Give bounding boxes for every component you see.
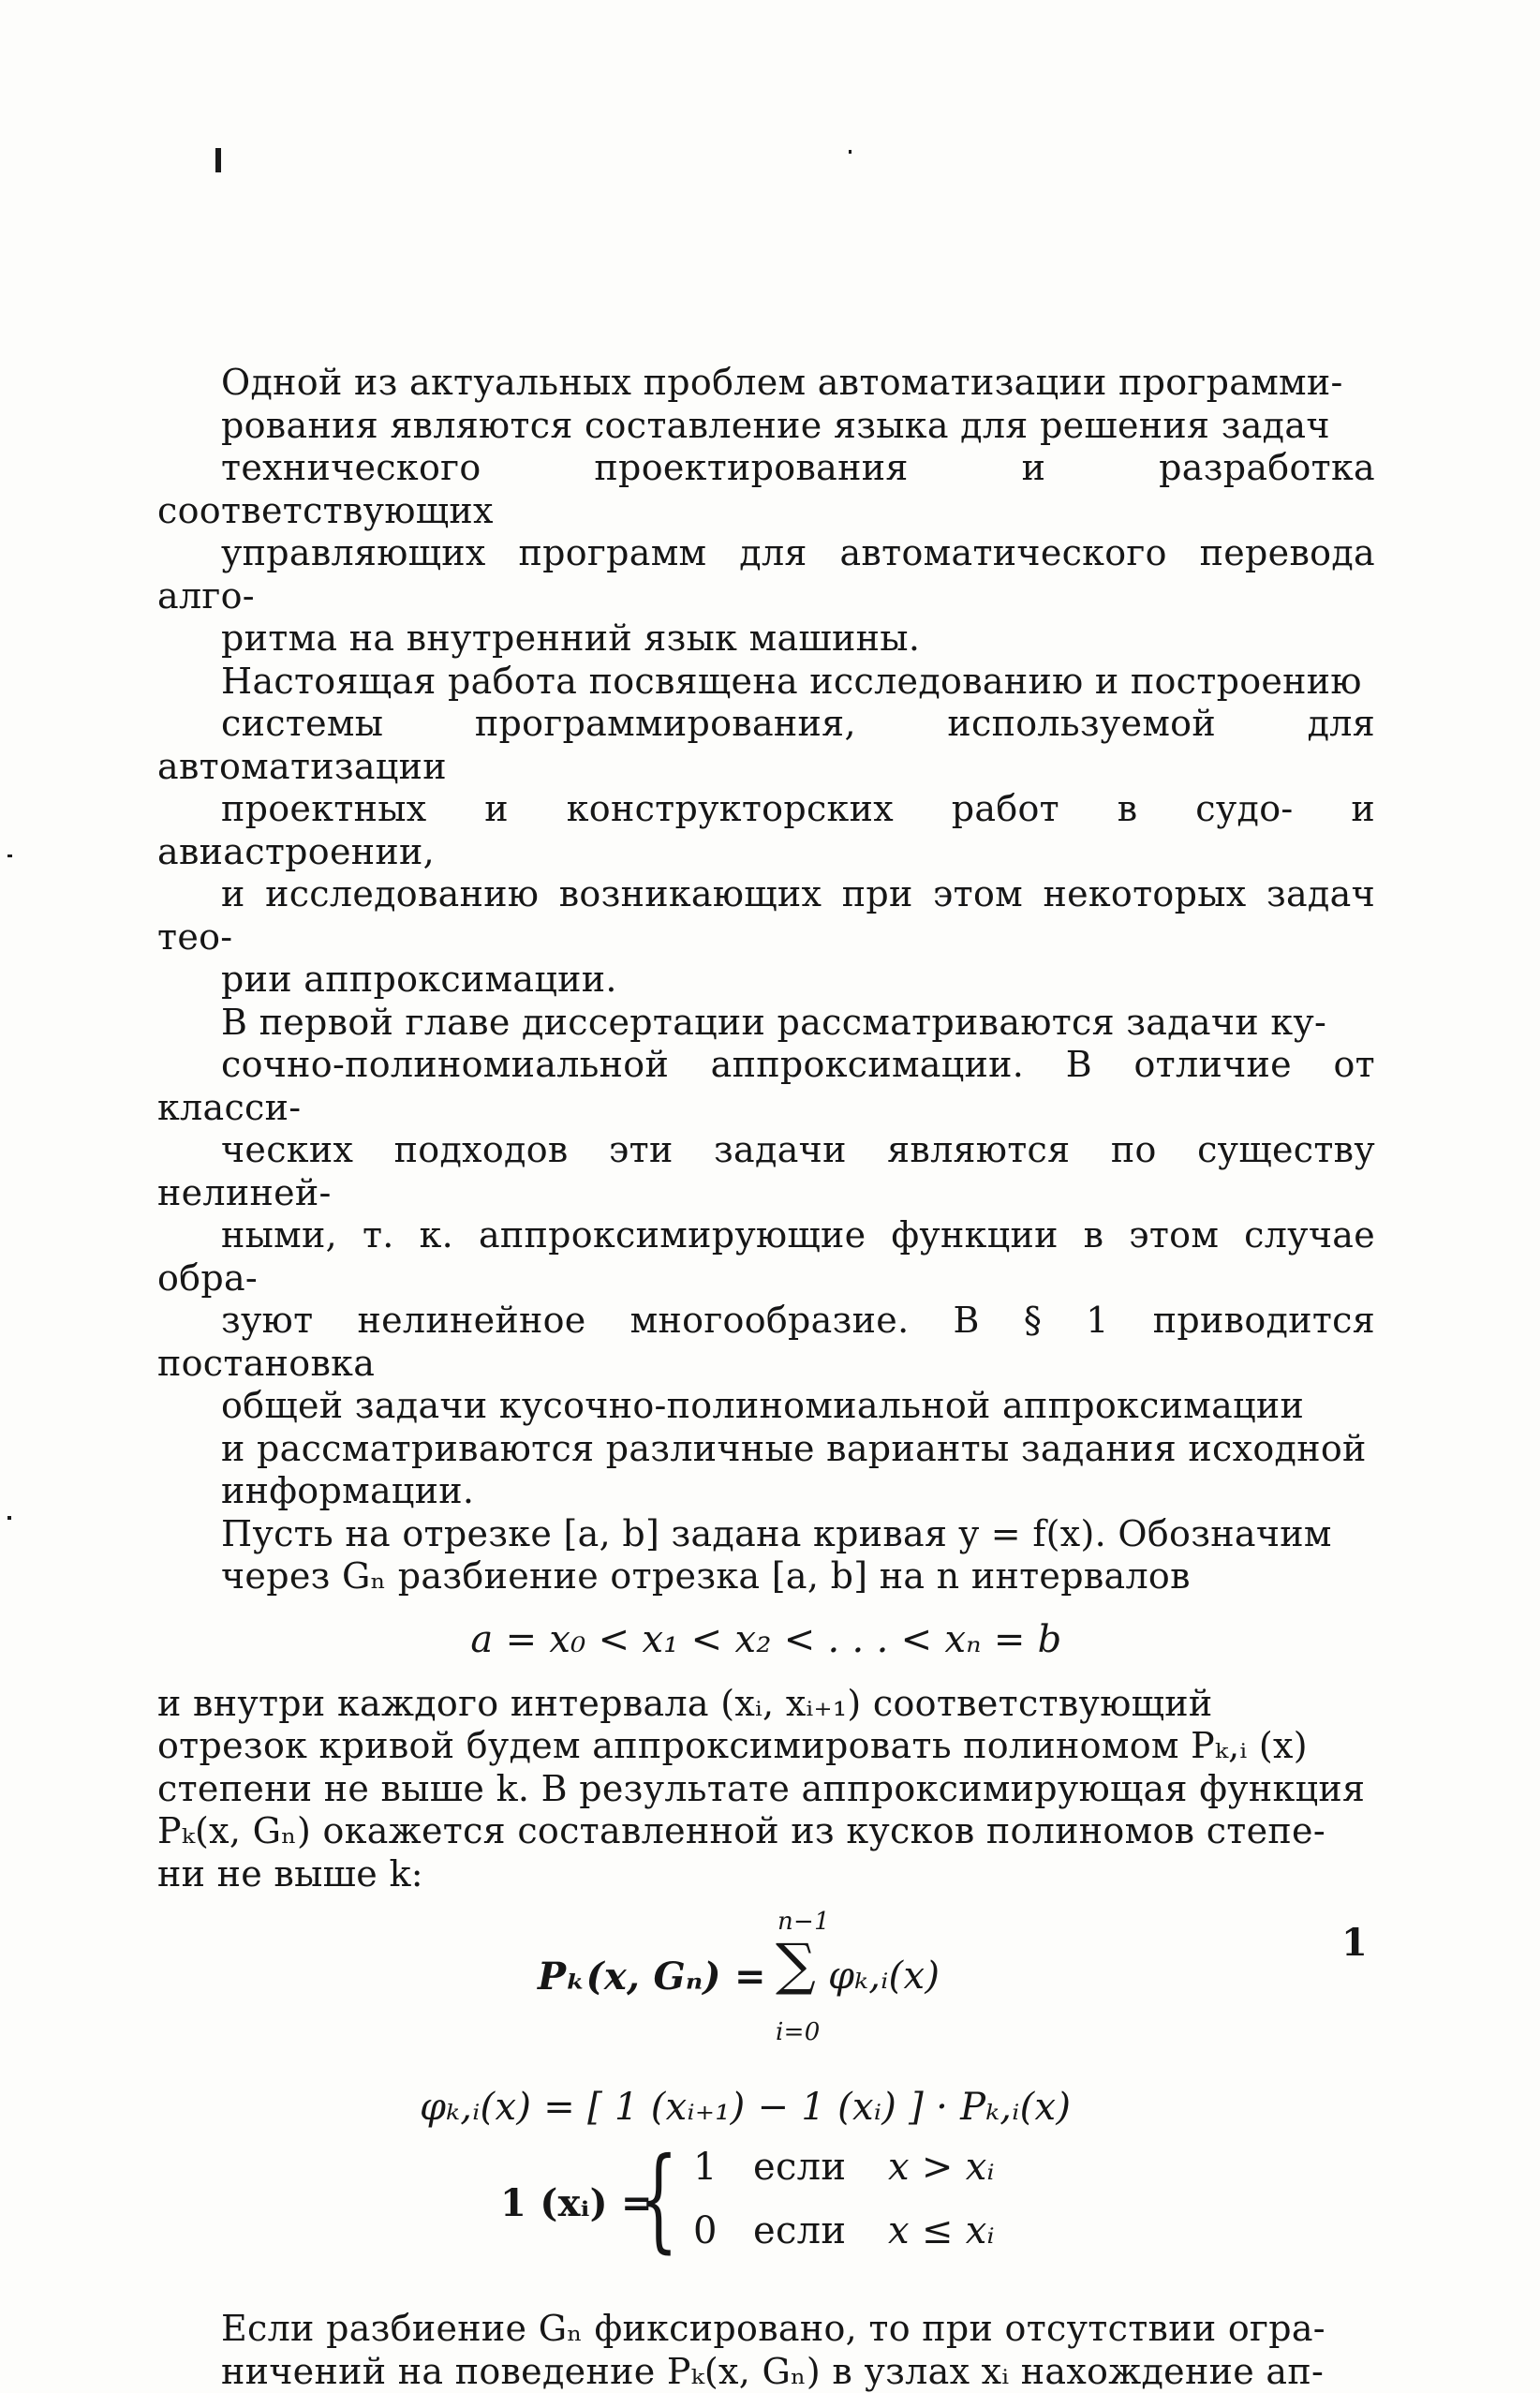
- text-line: сочно-полиномиальной аппроксимации. В отличие от класси-: [157, 1044, 1375, 1129]
- text-line: Одной из актуальных проблем автоматизации программи-: [157, 362, 1375, 405]
- page-body: [157, 362, 1375, 2393]
- case-word: если: [753, 2147, 888, 2190]
- step-function-formula: [157, 2145, 1375, 2276]
- sum-formula-lhs: Pₖ(x, Gₙ) =: [538, 1955, 766, 1999]
- text-line: общей задачи кусочно-полиномиальной аппроксимации: [157, 1385, 1375, 1428]
- case-condition: x ≤ xᵢ: [888, 2209, 995, 2252]
- text-line: отрезок кривой будем аппроксимировать полиномом Pₖ,ᵢ (x): [157, 1725, 1375, 1768]
- text-line: Настоящая работа посвящена исследованию и построению: [157, 661, 1375, 704]
- case-value: 0: [693, 2210, 753, 2253]
- paragraph-5: [157, 1683, 1375, 1896]
- sum-upper-limit: n−1: [777, 1901, 830, 1944]
- scan-speck: [7, 1516, 11, 1520]
- text-line: ческих подходов эти задачи являются по существу нелиней-: [157, 1129, 1375, 1214]
- sum-formula: [157, 1901, 1375, 2079]
- phi-definition-text: φₖ,ᵢ(x) = [ 1 (xᵢ₊₁) − 1 (xᵢ) ] · Pₖ,ᵢ(x): [420, 2087, 1071, 2130]
- sum-formula-rhs: φₖ,ᵢ(x): [828, 1955, 940, 1999]
- text-line: степени не выше k. В результате аппроксимирующая функция: [157, 1768, 1375, 1811]
- paragraph-4: [157, 1513, 1375, 1598]
- text-line: и рассматриваются различные варианты задания исходной: [157, 1428, 1375, 1471]
- text-line: В первой главе диссертации рассматриваются задачи ку-: [157, 1002, 1375, 1045]
- text-line: рии аппроксимации.: [157, 959, 1375, 1002]
- text-line: зуют нелинейное многообразие. В § 1 приводится постановка: [157, 1300, 1375, 1385]
- scan-speck: [215, 148, 221, 172]
- text-line: ритма на внутренний язык машины.: [157, 617, 1375, 661]
- case-word: если: [753, 2210, 888, 2253]
- scan-speck: [7, 855, 12, 857]
- partition-formula: a = x₀ < x₁ < x₂ < . . . < xₙ = b: [157, 1612, 1375, 1668]
- paragraph-6: [157, 2308, 1375, 2393]
- text-line: Пусть на отрезке [a, b] задана кривая y = f(x). Обозначим: [157, 1513, 1375, 1556]
- text-line: и исследованию возникающих при этом некоторых задач тео-: [157, 873, 1375, 959]
- text-line: ничений на поведение Pₖ(x, Gₙ) в узлах xᵢ нахождение ап-: [157, 2351, 1375, 2393]
- text-line: управляющих программ для автоматического перевода алго-: [157, 532, 1375, 617]
- case-row-2: [693, 2210, 995, 2253]
- text-line: и внутри каждого интервала (xᵢ, xᵢ₊₁) соответствующий: [157, 1683, 1375, 1726]
- text-line: Если разбиение Gₙ фиксировано, то при отсутствии огра-: [157, 2308, 1375, 2351]
- case-row-1: [693, 2147, 995, 2190]
- text-line: технического проектирования и разработка соответствующих: [157, 447, 1375, 532]
- case-condition: x > xᵢ: [888, 2146, 995, 2189]
- text-line: через Gₙ разбиение отрезка [a, b] на n интервалов: [157, 1555, 1375, 1598]
- paragraph-3: [157, 1002, 1375, 1513]
- step-function-lhs: 1 (xᵢ) =: [500, 2182, 653, 2225]
- scan-speck: [849, 150, 851, 154]
- text-line: рования являются составление языка для решения задач: [157, 405, 1375, 448]
- text-line: Pₖ(x, Gₙ) окажется составленной из кусков полиномов степе-: [157, 1810, 1375, 1853]
- cases-brace: {: [639, 2139, 678, 2261]
- phi-definition-formula: [157, 2079, 1375, 2145]
- page-number: 1: [1341, 1921, 1368, 1965]
- text-line: информации.: [157, 1470, 1375, 1513]
- text-line: ни не выше k:: [157, 1853, 1375, 1896]
- paragraph-2: [157, 661, 1375, 1002]
- text-line: системы программирования, используемой для автоматизации: [157, 703, 1375, 788]
- text-line: ными, т. к. аппроксимирующие функции в этом случае обра-: [157, 1214, 1375, 1300]
- text-line: проектных и конструкторских работ в судо- и авиастроении,: [157, 788, 1375, 873]
- sum-lower-limit: i=0: [776, 2012, 821, 2055]
- case-value: 1: [693, 2147, 753, 2190]
- sum-sign: ∑: [776, 1937, 816, 1993]
- paragraph-1: [157, 362, 1375, 661]
